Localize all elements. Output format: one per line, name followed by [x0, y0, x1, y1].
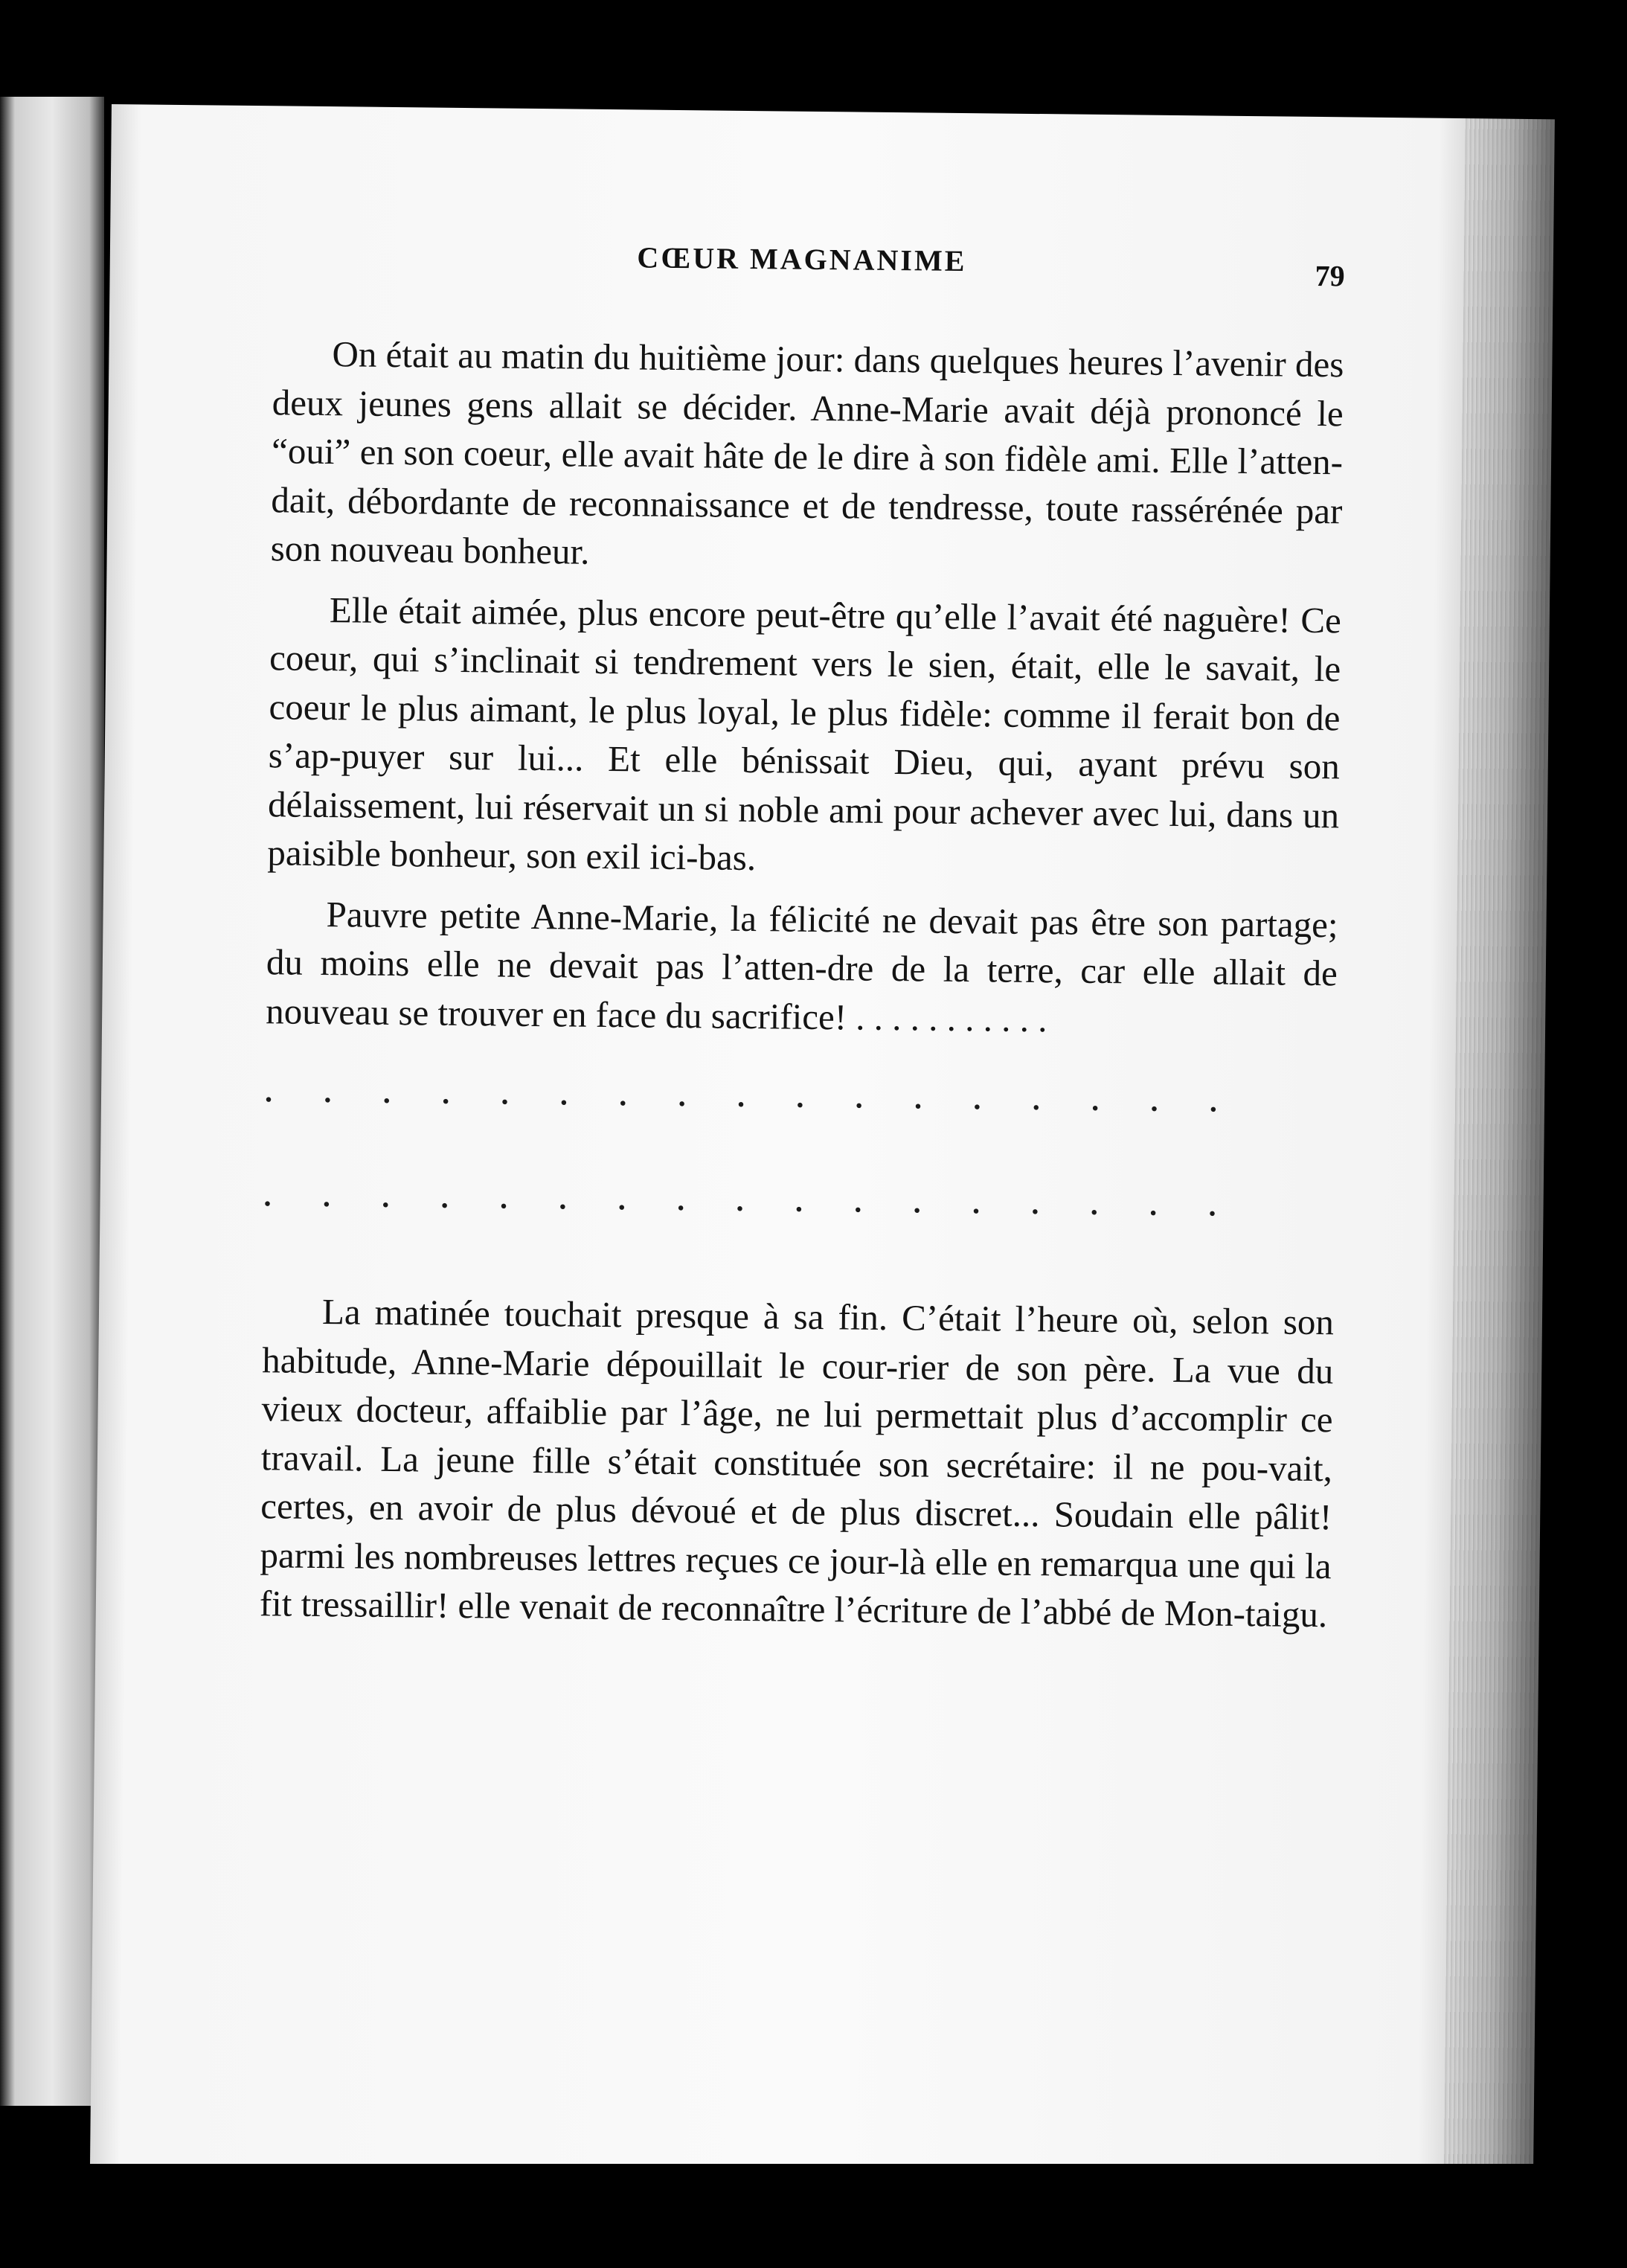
- ellipsis-dot: .: [677, 1182, 685, 1217]
- paragraph-2: Elle était aimée, plus encore peut-être qu’elle l’avait été naguère! Ce coeur, qui s’inclinait si tendrement vers le sien, était, elle le savait, le coeur le plus aimant, le plus loyal, le plus fidèle: comme il ferait bon de s’ap-puyer sur lui... Et elle bénissait Dieu, qui, ayant prévu son délaissement, lui réservait un si noble ami pour achever avec lui, dans un paisible bonheur, son exil ici-bas.: [267, 589, 1342, 879]
- section-break: [263, 1220, 1335, 1298]
- paragraph-1: On était au matin du huitième jour: dans quelques heures l’avenir des deux jeunes gens allait se décider. Anne-Marie avait déjà prononcé le “oui” en son coeur, elle avait hâte de le dire à son fidèle ami. Elle l’atten-dait, débordante de reconnaissance et de tendresse, toute rassérénée par son nouveau bonheur.: [270, 333, 1344, 572]
- ellipsis-dot: .: [914, 1080, 922, 1115]
- ellipsis-dot: .: [973, 1081, 981, 1115]
- ellipsis-dot: .: [795, 1184, 803, 1218]
- ellipsis-dot: .: [382, 1179, 390, 1214]
- ellipsis-dot: .: [737, 1079, 745, 1113]
- ellipsis-dot: .: [855, 1080, 864, 1115]
- page-stack-edge: [1444, 118, 1555, 2188]
- ellipsis-dot: .: [1149, 1188, 1158, 1222]
- ellipsis-dot: .: [1031, 1186, 1039, 1220]
- ellipsis-dot: .: [263, 1178, 272, 1212]
- ellipsis-dot: .: [1032, 1082, 1041, 1116]
- ellipsis-dot: .: [499, 1181, 508, 1215]
- ellipsis-dot: .: [1091, 1083, 1100, 1117]
- ellipsis-dot: .: [501, 1077, 509, 1111]
- page-number: 79: [1315, 258, 1345, 293]
- facing-page-edge: [0, 97, 104, 2106]
- ellipsis-dot: .: [440, 1180, 449, 1214]
- ellipsis-dot: .: [736, 1183, 744, 1217]
- ellipsis-dot: .: [559, 1077, 568, 1111]
- ellipsis-dot: .: [441, 1076, 450, 1110]
- running-title: CŒUR MAGNANIME: [637, 240, 967, 278]
- ellipsis-dot: .: [617, 1182, 626, 1216]
- paragraph-3: Pauvre petite Anne-Marie, la félicité ne devait pas être son partage; du moins elle ne devait pas l’atten-dre de la terre, car elle allait de nouveau se trouver en face du sacrifice! . . . . . . . . . . .: [265, 893, 1338, 1040]
- ellipsis-dot: .: [796, 1080, 804, 1114]
- ellipsis-dot: .: [559, 1181, 567, 1215]
- ellipsis-dot: .: [1150, 1083, 1158, 1118]
- book-page: [90, 104, 1555, 2188]
- ellipsis-dot: .: [854, 1185, 862, 1219]
- ellipsis-dot: .: [1208, 1188, 1216, 1223]
- ellipsis-dot: .: [972, 1185, 981, 1220]
- ellipsis-dot: .: [324, 1074, 332, 1109]
- body-text: [260, 329, 1344, 1638]
- ellipsis-row-1: [265, 1063, 1218, 1125]
- scan-border: [0, 2164, 1627, 2268]
- ellipsis-dot: .: [322, 1179, 331, 1213]
- ellipsis-dot: .: [1090, 1187, 1099, 1221]
- ellipsis-dot: .: [678, 1078, 686, 1112]
- ellipsis-dot: .: [913, 1185, 921, 1219]
- ellipsis-dot: .: [382, 1075, 391, 1109]
- paragraph-4: La matinée touchait presque à sa fin. C’était l’heure où, selon son habitude, Anne-Marie dépouillait le cour-rier de son père. La vue du vieux docteur, affaiblie par l’âge, ne lui permettait plus d’accomplir ce travail. La jeune fille s’était constituée son secrétaire: il ne pou-vait, certes, en avoir de plus dévoué et de plus discret... Soudain elle pâlit! parmi les nombreuses lettres reçues ce jour-là elle en remarqua une qui la fit tressaillir! elle venait de reconnaître l’écriture de l’abbé de Mon-taigu.: [259, 1291, 1335, 1636]
- ellipsis-dot: .: [264, 1074, 273, 1108]
- ellipsis-dot: .: [1209, 1084, 1218, 1118]
- ellipsis-row-2: [263, 1115, 1216, 1229]
- ellipsis-dot: .: [619, 1077, 627, 1112]
